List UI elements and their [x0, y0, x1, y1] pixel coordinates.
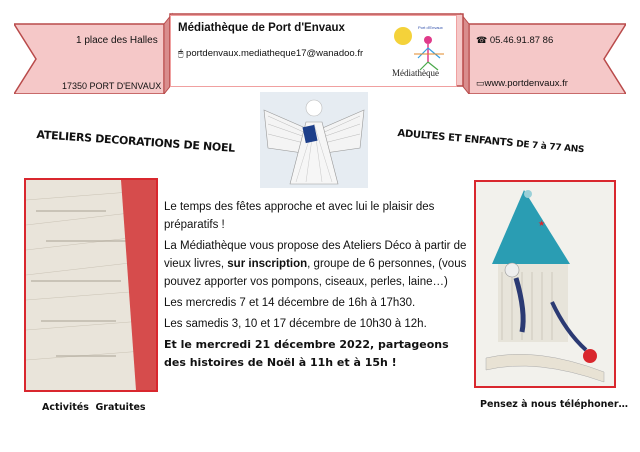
- svg-text:Médiathèque: Médiathèque: [392, 68, 439, 78]
- call-us-note: Pensez à nous téléphoner…: [480, 399, 629, 410]
- library-email[interactable]: portdenvaux.mediatheque17@wanadoo.fr: [186, 48, 364, 59]
- mouse-icon: 🖱: [178, 48, 184, 58]
- audience-part2: DE 7 à 77 ANS: [515, 139, 585, 156]
- website-row[interactable]: [476, 78, 568, 89]
- library-email-row[interactable]: [178, 48, 363, 59]
- computer-icon: ▭: [476, 78, 485, 88]
- phone-number[interactable]: 05.46.91.87 86: [489, 35, 554, 46]
- headline-audience: [397, 128, 584, 155]
- event-description: [164, 198, 474, 375]
- workshop-text-end: , groupe de 6 personnes, (vous pouvez apporter vos pompons, ciseaux, perles, laine…): [164, 258, 467, 288]
- folded-book-photo: [24, 178, 158, 392]
- registration-required: sur inscription: [227, 258, 308, 270]
- phone-row[interactable]: [476, 35, 553, 46]
- book-gnome-photo: [474, 180, 616, 388]
- angel-book-photo: [260, 92, 368, 188]
- mediatheque-logo: [388, 18, 452, 80]
- audience-part1: ADULTES ET ENFANTS: [397, 128, 514, 150]
- svg-text:★: ★: [538, 219, 546, 228]
- headline-workshops: ATELIERS DECORATIONS DE NOEL: [36, 128, 236, 155]
- workshop-paragraph: [164, 237, 474, 291]
- storytelling-event: Et le mercredi 21 décembre 2022, partageons des histoires de Noël à 11h et à 15h !: [164, 338, 449, 369]
- intro-paragraph: Le temps des fêtes approche et avec lui le plaisir des préparatifs !: [164, 201, 435, 231]
- address-street: 1 place des Halles: [76, 35, 158, 46]
- free-activities-note: Activités Gratuites: [42, 402, 146, 413]
- telephone-icon: ☎: [476, 35, 488, 45]
- saturday-schedule: Les samedis 3, 10 et 17 décembre de 10h30 à 12h.: [164, 318, 427, 330]
- wednesday-schedule: Les mercredis 7 et 14 décembre de 16h à 17h30.: [164, 297, 416, 309]
- address-city: 17350 PORT D'ENVAUX: [62, 81, 162, 91]
- library-name: Médiathèque de Port d'Envaux: [178, 22, 345, 34]
- workshop-text-start: La Médiathèque vous propose des Ateliers Déco à partir de vieux livres,: [164, 240, 467, 270]
- svg-text:Port d'Envaux: Port d'Envaux: [418, 25, 443, 30]
- website-url[interactable]: www.portdenvaux.fr: [484, 78, 568, 89]
